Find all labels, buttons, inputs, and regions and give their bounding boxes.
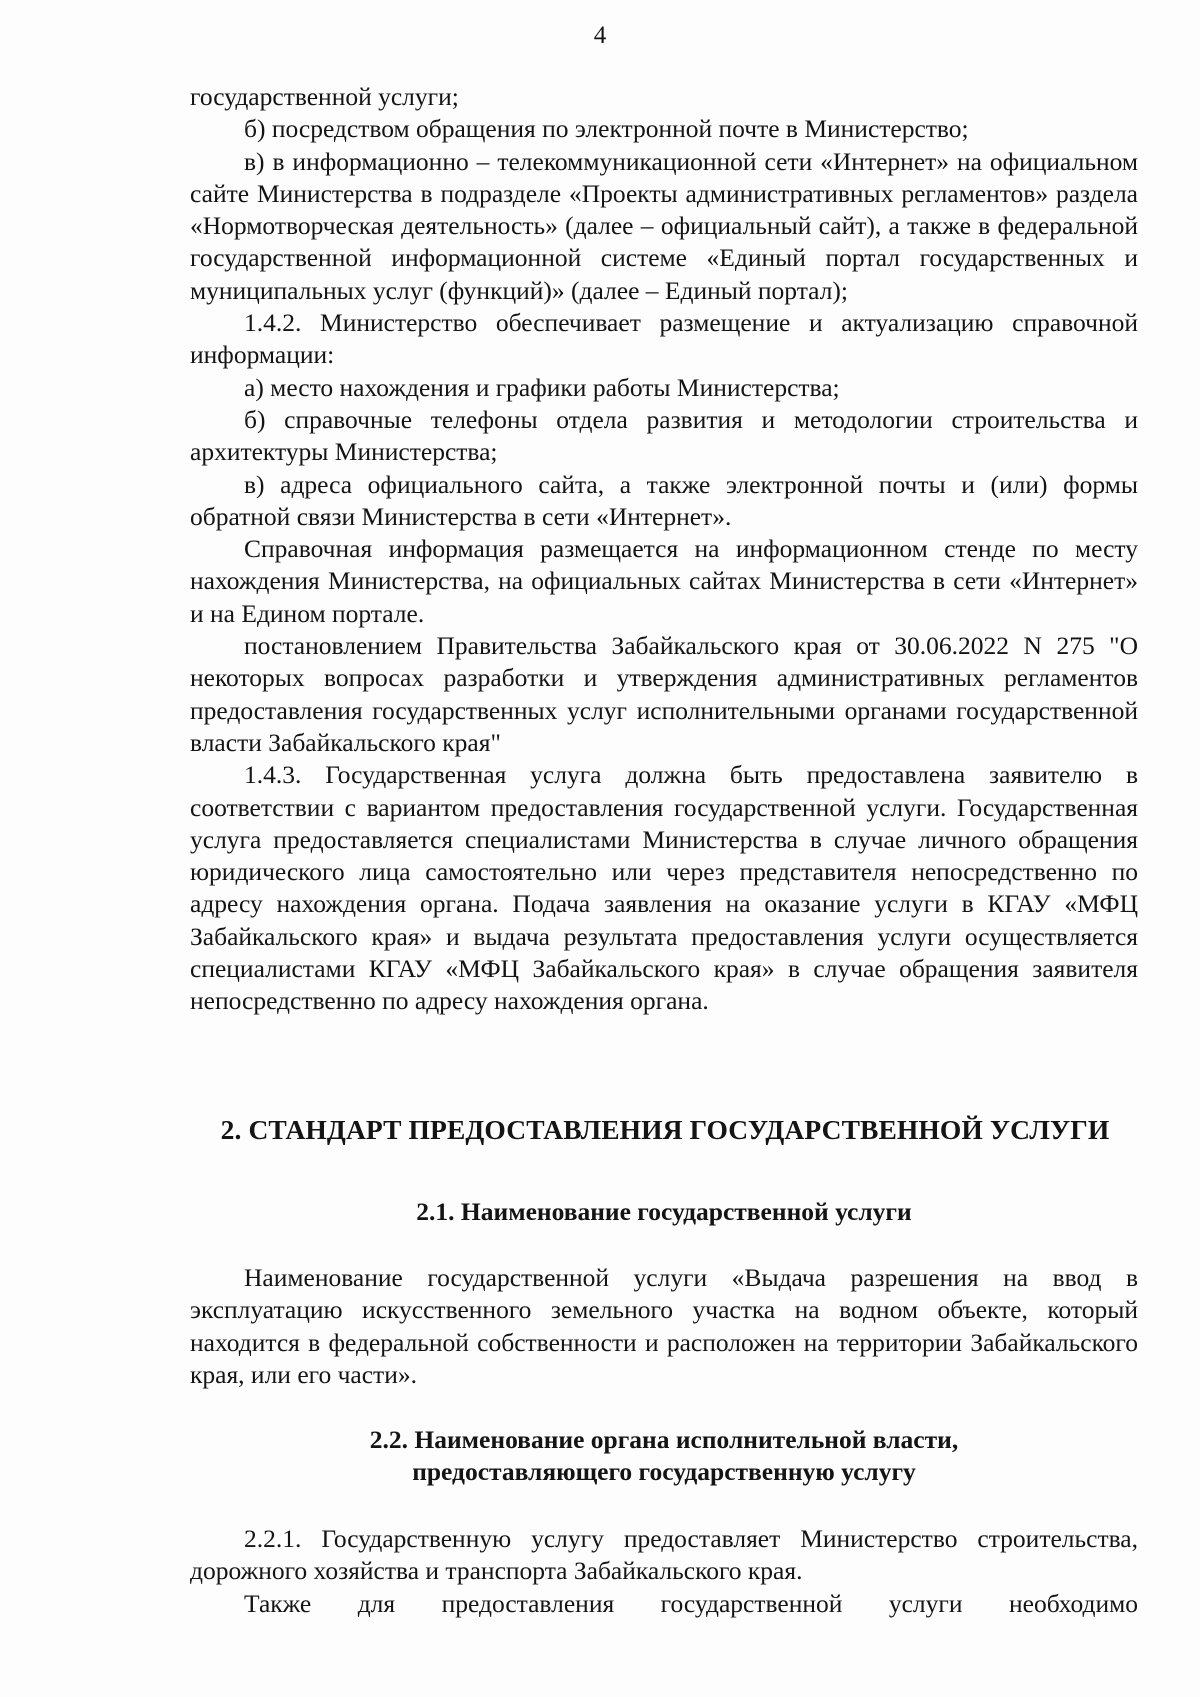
section-heading: 2. СТАНДАРТ ПРЕДОСТАВЛЕНИЯ ГОСУДАРСТВЕННОЙ УСЛУГИ: [220, 1114, 1110, 1145]
paragraph: в) адреса официального сайта, а также электронной почты и (или) формы обратной связи Министерства в сети «Интернет».: [190, 469, 1138, 531]
paragraph: 2.2.1. Государственную услугу предоставляет Министерство строительства, дорожного хозяйства и транспорта Забайкальского края.: [190, 1524, 1138, 1586]
paragraph: а) место нахождения и графики работы Министерства;: [244, 372, 840, 402]
subsection-heading-line2: предоставляющего государственную услугу: [412, 1457, 916, 1486]
paragraph: б) посредством обращения по электронной почте в Министерство;: [244, 114, 969, 144]
subsection-heading-line1: 2.2. Наименование органа исполнительной власти,: [369, 1425, 959, 1454]
paragraph: 1.4.2. Министерство обеспечивает размещение и актуализацию справочной информации:: [190, 308, 1138, 370]
paragraph: Также для предоставления государственной услуги необходимо: [244, 1588, 1138, 1618]
subsection-text: [190, 1523, 1138, 1620]
paragraph: постановлением Правительства Забайкальского края от 30.06.2022 N 275 "О некоторых вопросах разработки и утверждения административных регламентов предоставления государственных услуг исполнительными органами государственной власти Забайкальского края": [190, 631, 1138, 757]
subsection-text: [190, 1262, 1138, 1391]
document-body: [190, 81, 1138, 1018]
paragraph: Наименование государственной услуги «Выдача разрешения на ввод в эксплуатацию искусственного земельного участка на водном объекте, который находится в федеральной собственности и расположен на территории Забайкальского края, или его части».: [190, 1263, 1138, 1389]
paragraph: государственной услуги;: [190, 82, 459, 111]
paragraph: б) справочные телефоны отдела развития и методологии строительства и архитектуры Министерства;: [190, 404, 1138, 467]
paragraph: 1.4.3. Государственная услуга должна быть предоставлена заявителю в соответствии с вариантом предоставления государственной услуги. Государственная услуга предоставляется специалистами Министерства в случае личного обращения юридического лица самостоятельно или через представителя непосредственно по адресу нахождения органа. Подача заявления на оказание услуги в КГАУ «МФЦ Забайкальского края» и выдача результата предоставления услуги осуществляется специалистами КГАУ «МФЦ Забайкальского края» в случае обращения заявителя непосредственно по адресу нахождения органа.: [190, 760, 1138, 1016]
page-number: 4: [593, 22, 607, 49]
paragraph: Справочная информация размещается на информационном стенде по месту нахождения Министерства, на официальных сайтах Министерства в сети «Интернет» и на Едином портале.: [190, 534, 1138, 628]
subsection-heading: 2.1. Наименование государственной услуги: [416, 1197, 912, 1226]
paragraph: в) в информационно – телекоммуникационной сети «Интернет» на официальном сайте Министерства в подразделе «Проекты административных регламентов» раздела «Нормотворческая деятельность» (далее – официальный сайт), а также в федеральной государственной информационной системе «Единый портал государственных и муниципальных услуг (функций)» (далее – Единый портал);: [190, 146, 1138, 305]
